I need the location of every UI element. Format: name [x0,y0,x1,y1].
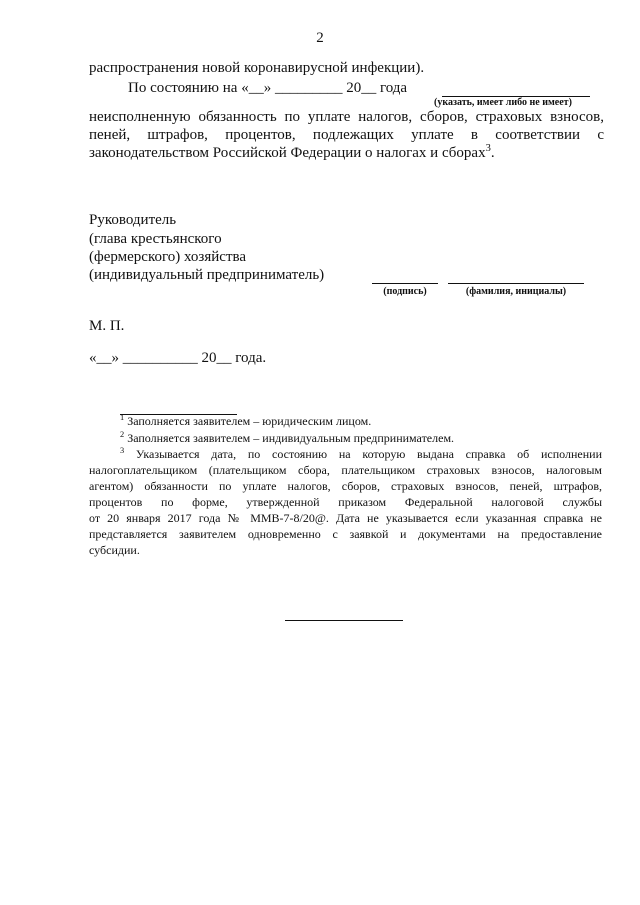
footnote-3-number: 3 [120,446,125,455]
para-line-3: неисполненную обязанность по уплате налогов, сборов, страховых взносов, [89,109,604,125]
footnote-3-text-1: Указывается дата, по состоянию на которую выдана справка об исполнении [135,447,602,461]
page-number: 2 [316,30,324,46]
para-line-5-end: . [490,145,495,161]
footnote-3-line-6: представляется заявителем одновременно с заявкой и документами на предоставление [89,527,602,541]
footnote-3-line-2: налогоплательщиком (плательщиком сбора, плательщиком страховых взносов, налоговым [89,463,602,477]
sign-title-4: (индивидуальный предприниматель) [89,267,325,283]
footnote-3-line-7: субсидии. [89,543,140,557]
stamp-place: М. П. [89,318,125,334]
sign-title-1: Руководитель [89,212,177,228]
name-line [448,283,584,284]
footnote-1 [120,414,371,429]
footnote-2-number: 2 [120,430,125,439]
date-line: «__» __________ 20__ года. [89,350,267,366]
footnote-ref-3: 3 [485,143,491,154]
footnote-1-text: Заполняется заявителем – юридическим лицом. [127,414,372,428]
footnote-3-line-1 [89,447,602,462]
name-label: (фамилия, инициалы) [465,286,567,297]
footnote-3-line-4: процентов по форме, утвержденной приказом Федеральной налоговой службы [89,495,602,509]
para-line-5 [89,145,495,162]
para-line-2: По состоянию на «__» _________ 20__ года [128,80,408,96]
status-hint: (указать, имеет либо не имеет) [434,97,572,108]
sign-title-2: (глава крестьянского [89,231,222,247]
footnote-2-text: Заполняется заявителем – индивидуальным предпринимателем. [127,431,455,445]
footnote-2 [120,431,454,446]
signature-label: (подпись) [383,286,427,297]
para-line-1: распространения новой коронавирусной инфекции). [89,60,425,76]
footnote-3-line-3: агентом) обязанности по уплате налогов, сборов, страховых взносов, пеней, штрафов, [89,479,602,493]
end-of-document-line [285,620,403,621]
para-line-4: пеней, штрафов, процентов, подлежащих уплате в соответствии с [89,127,604,143]
footnote-3-line-5: от 20 января 2017 года № ММВ-7-8/20@. Дата не указывается если указанная справка не [89,511,602,525]
sign-title-3: (фермерского) хозяйства [89,249,247,265]
para-line-5-text: законодательством Российской Федерации о налогах и сборах [89,145,486,161]
footnote-1-number: 1 [120,413,125,422]
signature-line [372,283,438,284]
